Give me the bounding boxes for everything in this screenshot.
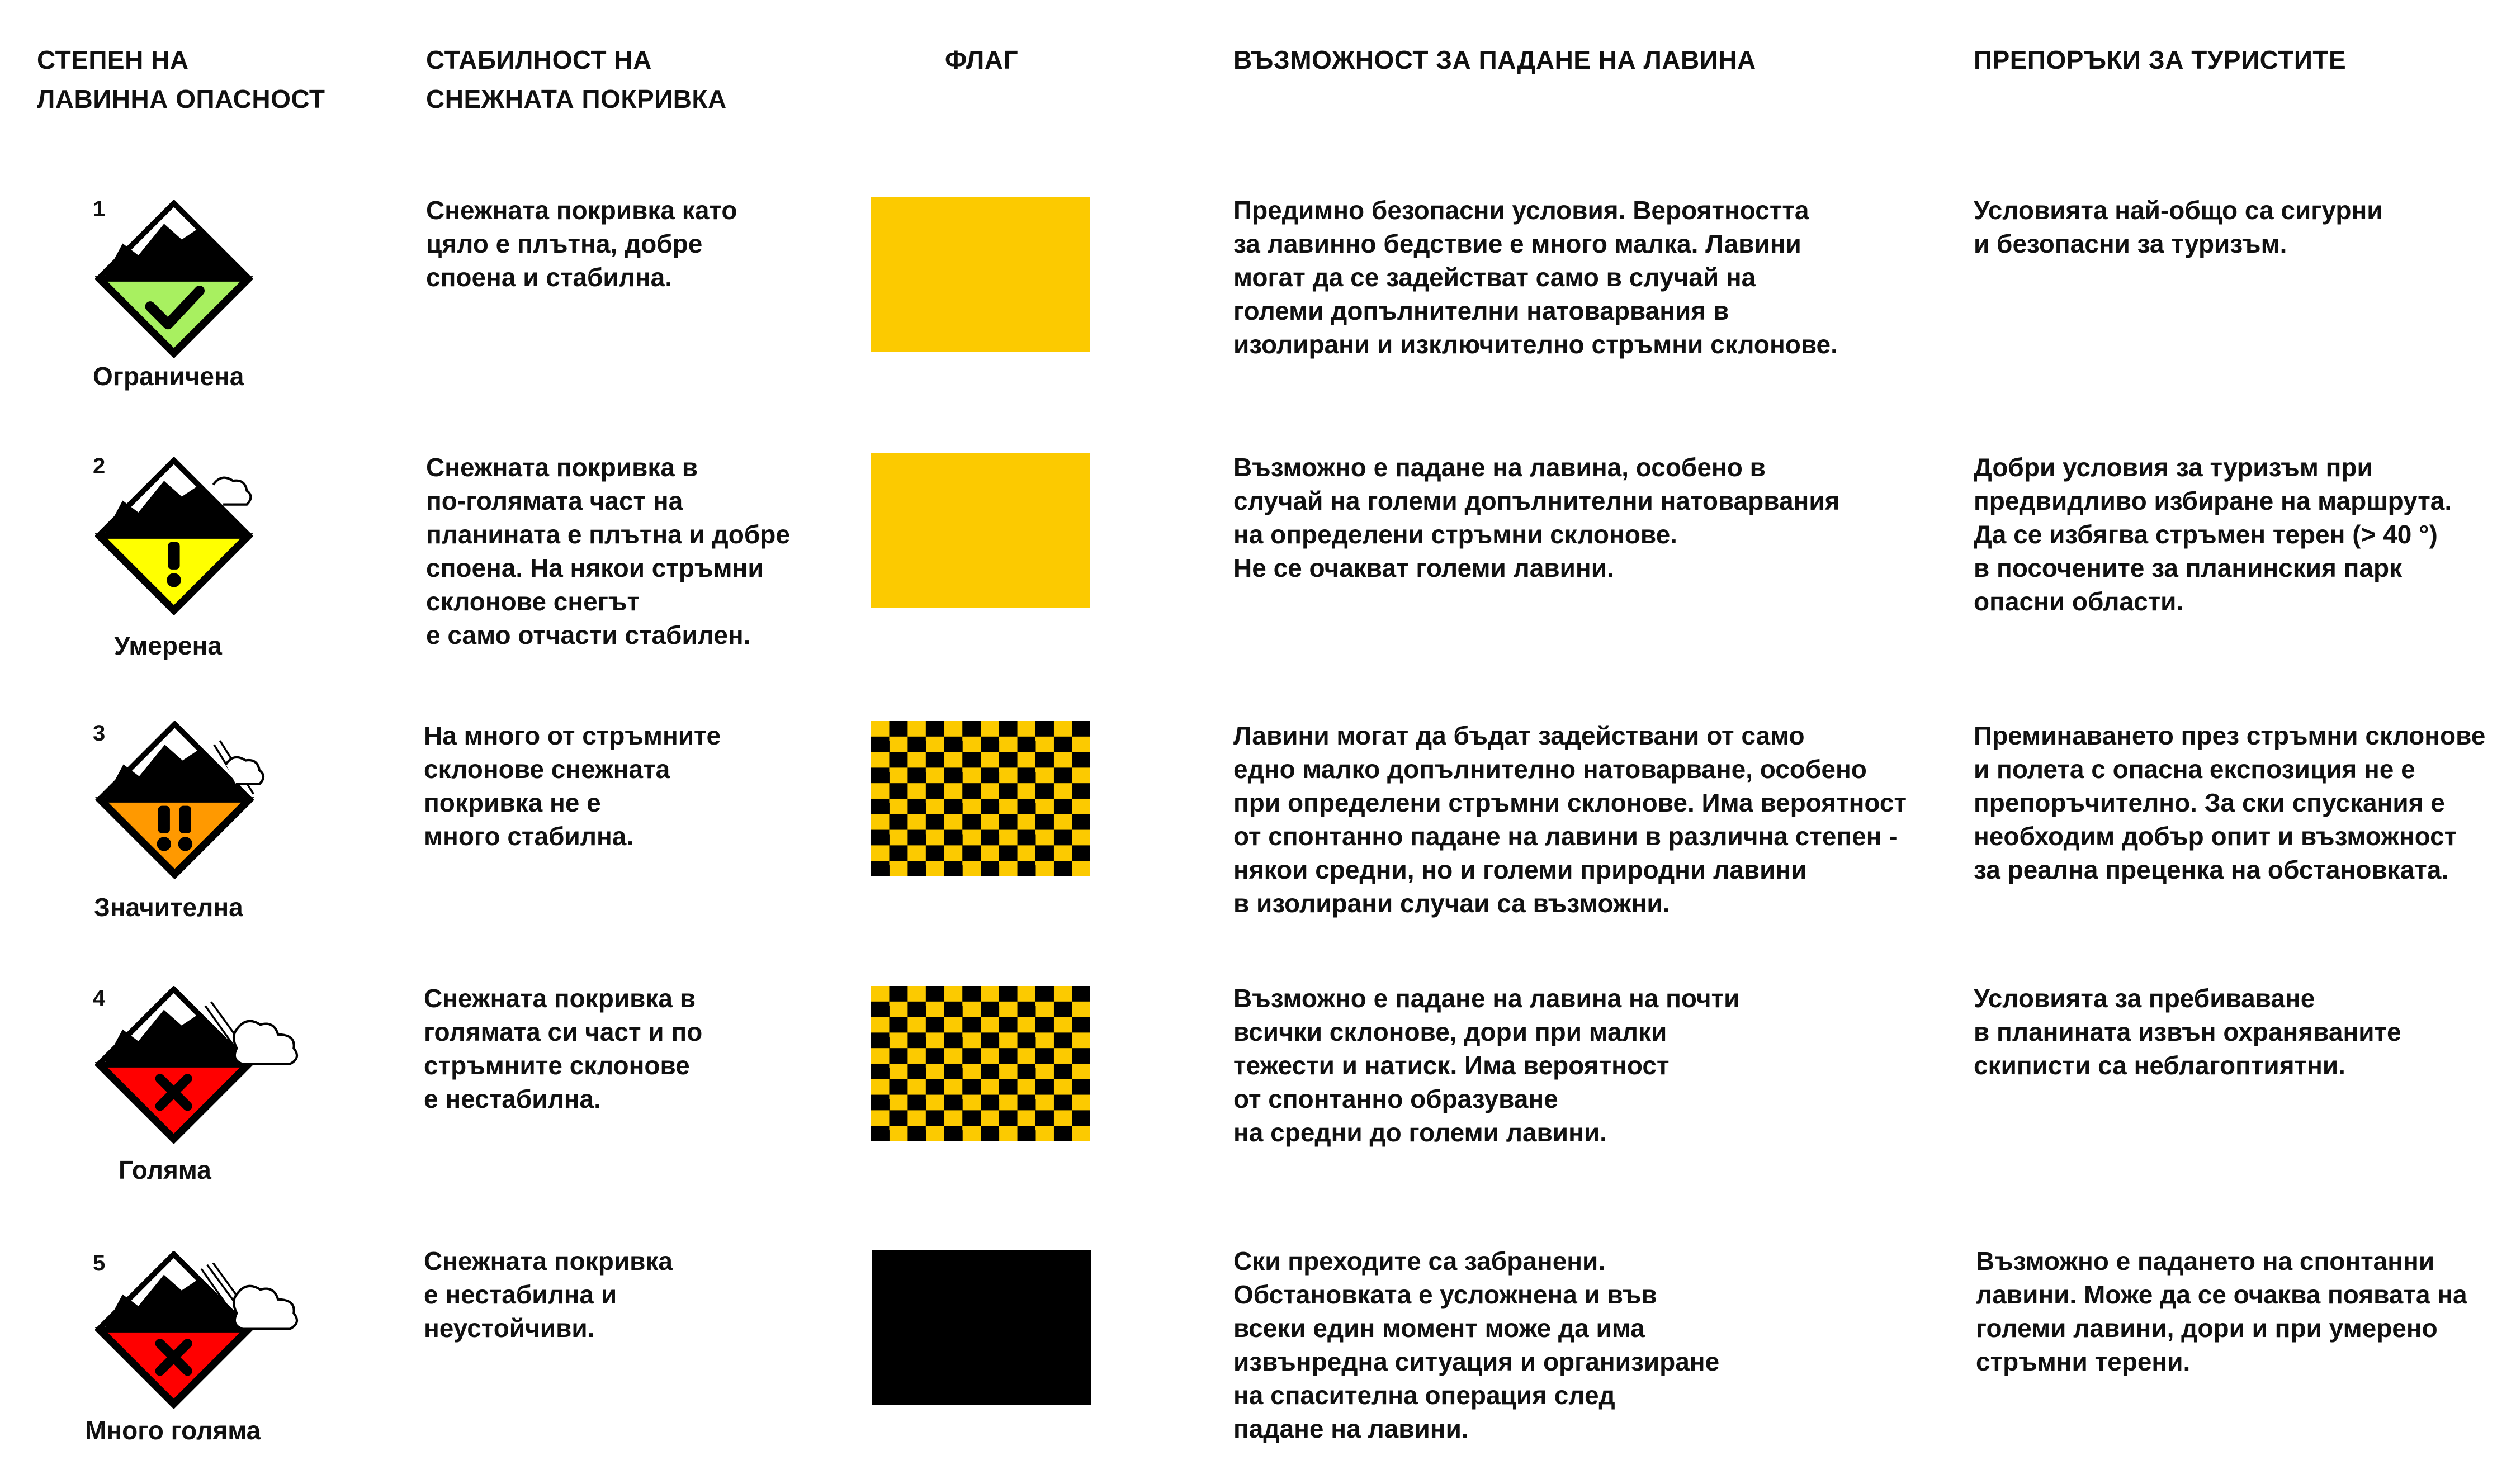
avalanche-level-4-cross-icon [95,986,308,1144]
avalanche-possibility-text: Възможно е падане на лавина, особено в случай на големи допълнителни натоварвания на определени стръмни склонове. Не се очакват големи лавини. [1233,453,1840,582]
avalanche-level-5-cross-icon [95,1251,308,1409]
snow-stability-text: Снежната покривка като цяло е плътна, добре споена и стабилна. [426,196,737,292]
avalanche-level-3-double-exclamation-icon [95,721,274,879]
recommendation-text: Условията най-общо са сигурни и безопасни за туризъм. [1974,196,2383,258]
level-number: 4 [93,986,106,1011]
snow-stability-text: На много от стръмните склонове снежната покривка не е много стабилна. [424,721,721,851]
recommendation-text: Възможно е падането на спонтанни лавини. Може да се очаква появата на големи лавини, дори и при умерено стръмни терени. [1976,1246,2467,1376]
avalanche-possibility-text: Възможно е падане на лавина на почти всички склонове, дори при малки тежести и натиск. Има вероятност от спонтанно образуване на средни до големи лавини. [1233,984,1740,1147]
avalanche-possibility-text: Ски преходите са забранени. Обстановката е усложнена и във всеки един момент може да има извънредна ситуация и организиране на спасителна операция след падане на лавини. [1233,1246,1720,1443]
snow-stability-text: Снежната покривка в по-голямата част на планината е плътна и добре споена. На някои стръмни склонове снегът е само отчасти стабилен. [426,453,790,649]
black-flag [872,1250,1091,1405]
avalanche-level-2-exclamation-icon [95,457,253,615]
avalanche-possibility-text: Предимно безопасни условия. Вероятността за лавинно бедствие е много малка. Лавини могат да се задействат само в случай на големи допълнителни натоварвания в изолирани и изключително стръмни склонове. [1233,196,1838,359]
recommendation-text: Преминаването през стръмни склонове и полета с опасна експозиция не е препоръчително. За ски спускания е необходим добър опит и възможност за реална преценка на обстановката. [1974,721,2486,884]
level-name: Умерена [114,631,222,660]
header-flag: ФЛАГ [945,45,1019,74]
snow-stability-text: Снежната покривка в голямата си част и по стръмните склонове е нестабилна. [424,984,703,1113]
checkered-flag [871,721,1090,876]
avalanche-possibility-text: Лавини могат да бъдат задействани от само едно малко допълнително натоварване, особено при определени стръмни склонове. Има вероятност от спонтанно падане на лавини в различна степен - някои средни, но и големи природни лавини в изолирани случаи са възможни. [1233,721,1907,918]
yellow-flag [871,197,1090,352]
snow-stability-text: Снежната покривка е нестабилна и неустойчиви. [424,1246,673,1343]
checkered-flag [871,986,1090,1141]
level-name: Много голяма [85,1416,261,1445]
header-avalanche-possibility: ВЪЗМОЖНОСТ ЗА ПАДАНЕ НА ЛАВИНА [1233,45,1756,74]
header-snow-stability: СТАБИЛНОСТ НА СНЕЖНАТА ПОКРИВКА [426,45,727,113]
recommendation-text: Добри условия за туризъм при предвидливо избиране на маршрута. Да се избягва стръмен терен (> 40 °) в посочените за планинския парк опасни области. [1974,453,2452,616]
level-number: 3 [93,721,106,746]
header-danger-level: СТЕПЕН НА ЛАВИННА ОПАСНОСТ [37,45,325,113]
level-number: 2 [93,454,106,478]
level-name: Значителна [94,893,243,922]
level-number: 1 [93,197,106,221]
recommendation-text: Условията за пребиваване в планината извън охраняваните скиписти са неблагоптиятни. [1974,984,2401,1080]
yellow-flag [871,453,1090,608]
level-name: Ограничена [93,362,244,391]
level-name: Голяма [119,1155,211,1184]
avalanche-level-1-check-icon [95,200,253,358]
header-recommendations: ПРЕПОРЪКИ ЗА ТУРИСТИТЕ [1974,45,2347,74]
level-number: 5 [93,1251,106,1276]
